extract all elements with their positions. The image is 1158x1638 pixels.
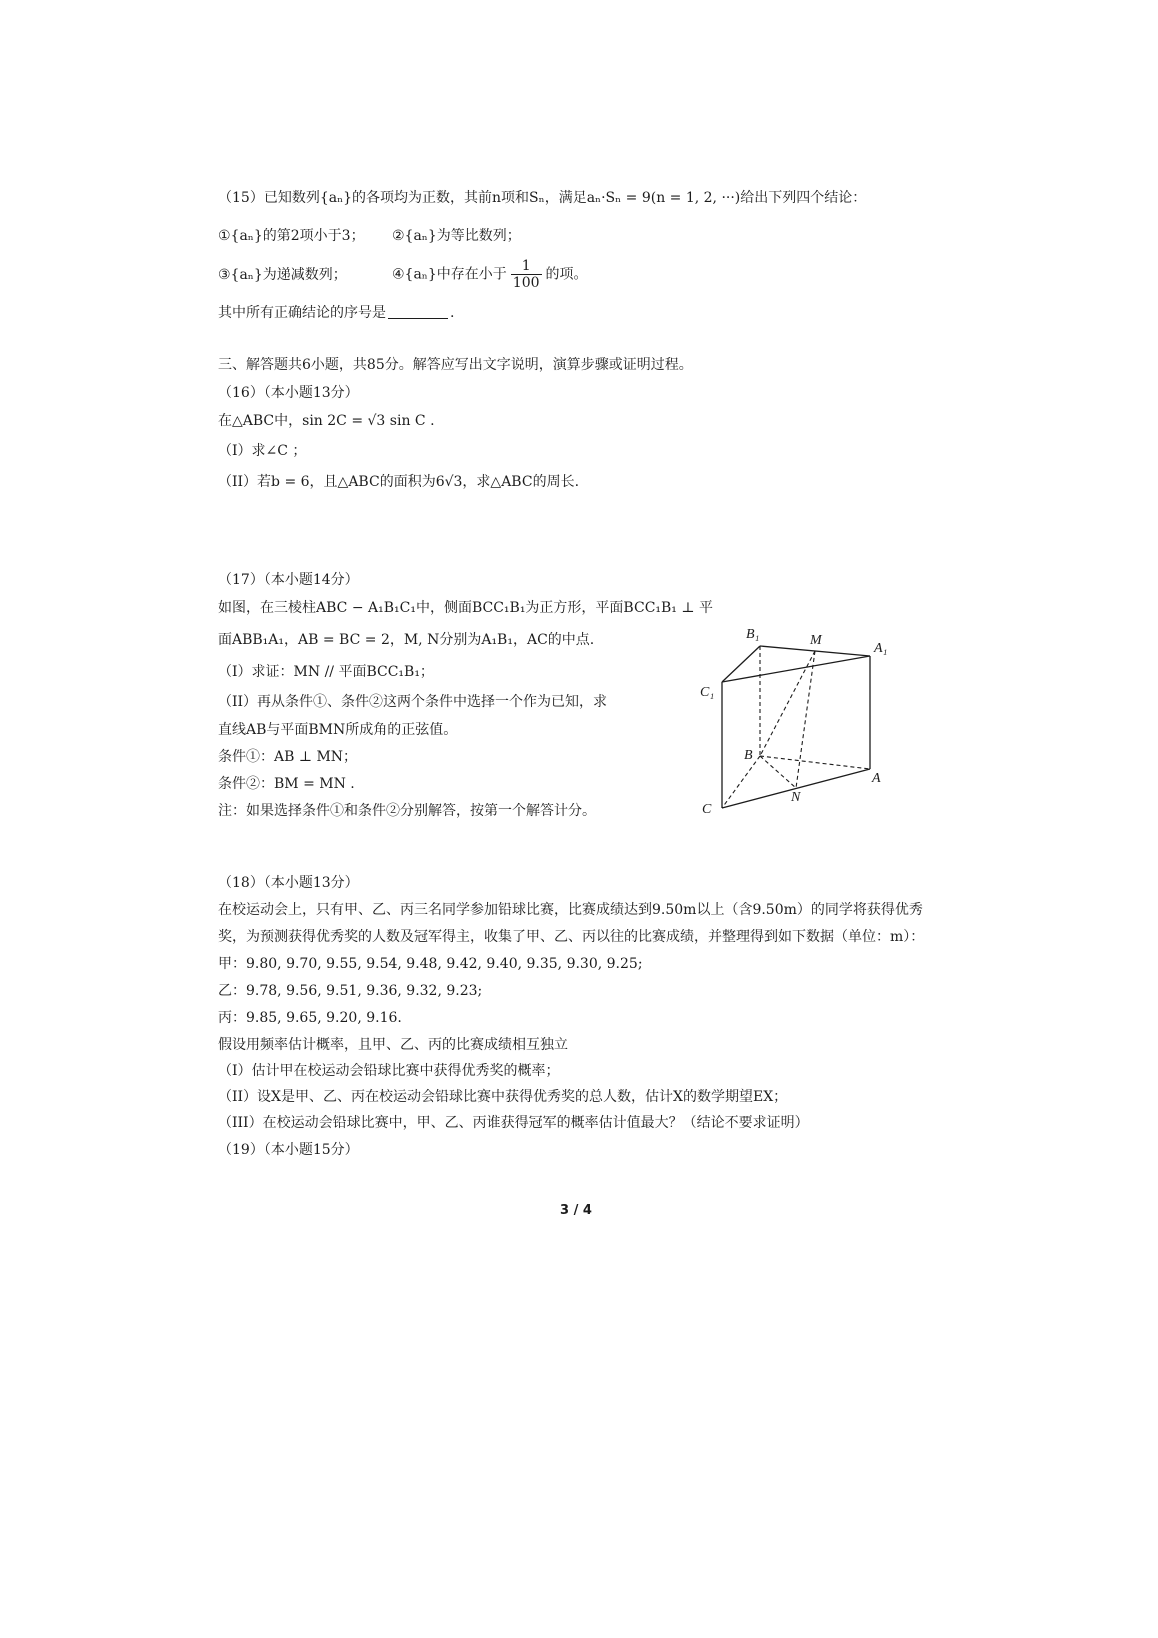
edge-c1-a1 — [722, 656, 870, 682]
q15-choice-2: ②{aₙ}为等比数列； — [392, 228, 521, 244]
q17-line-1: 如图，在三棱柱ABC − A₁B₁C₁中，侧面BCC₁B₁为正方形，平面BCC₁B₁ ⊥ 平 — [218, 600, 713, 616]
q18-heading: （18）（本小题13分） — [218, 875, 359, 891]
q17-note: 注：如果选择条件①和条件②分别解答，按第一个解答计分。 — [218, 803, 596, 819]
q16-heading: （16）（本小题13分） — [218, 385, 359, 401]
q15-choice-4 — [392, 258, 588, 291]
label-a1: A₁ — [874, 641, 888, 656]
q16-part-1: （I）求∠C ； — [218, 443, 307, 459]
q17-line-5: 直线AB与平面BMN所成角的正弦值。 — [218, 722, 458, 738]
q15-stem: （15）已知数列{aₙ}的各项均为正数，其前n项和Sₙ，满足aₙ·Sₙ = 9(n = 1, 2, ···)给出下列四个结论： — [218, 190, 867, 206]
label-m: M — [810, 633, 822, 648]
q18-line-2: 奖，为预测获得优秀奖的人数及冠军得主，收集了甲、乙、丙以往的比赛成绩，并整理得到如下数据（单位：m）： — [218, 929, 925, 945]
q18-part-2: （II）设X是甲、乙、丙在校运动会铅球比赛中获得优秀奖的总人数，估计X的数学期望EX； — [218, 1089, 788, 1105]
segment-m-n — [796, 651, 815, 788]
label-a: A — [872, 771, 881, 786]
q17-line-2: 面ABB₁A₁，AB = BC = 2，M, N分别为A₁B₁，AC的中点. — [218, 632, 595, 648]
q17-line-4: （II）再从条件①、条件②这两个条件中选择一个作为已知，求 — [218, 694, 608, 710]
edge-b-a — [760, 756, 870, 769]
label-c: C — [702, 802, 712, 817]
q15-choice-1: ①{aₙ}的第2项小于3； — [218, 228, 365, 244]
segment-m-b — [760, 651, 815, 756]
q15-answer-line — [218, 303, 454, 323]
q17-line-3: （I）求证：MN // 平面BCC₁B₁； — [218, 664, 434, 680]
q17-condition-1: 条件①：AB ⊥ MN； — [218, 749, 358, 765]
q18-data-jia: 甲：9.80, 9.70, 9.55, 9.54, 9.48, 9.42, 9.40, 9.35, 9.30, 9.25; — [218, 956, 643, 972]
q15-choice-4-prefix: ④{aₙ}中存在小于 — [392, 266, 507, 283]
fraction — [511, 258, 542, 291]
section-3-heading: 三、解答题共6小题，共85分。解答应写出文字说明，演算步骤或证明过程。 — [218, 357, 693, 373]
q15-choice-4-suffix: 的项。 — [545, 266, 588, 283]
q18-part-3: （III）在校运动会铅球比赛中，甲、乙、丙谁获得冠军的概率估计值最大？（结论不要求证明） — [218, 1115, 809, 1131]
segment-b-n — [760, 756, 796, 788]
prism-figure — [700, 627, 932, 848]
label-n: N — [791, 790, 801, 805]
q17-condition-2: 条件②：BM = MN . — [218, 776, 355, 792]
label-c1: C₁ — [700, 685, 715, 700]
answer-blank — [388, 318, 448, 319]
q18-line-1: 在校运动会上，只有甲、乙、丙三名同学参加铅球比赛，比赛成绩达到9.50m以上（含9.50m）的同学将获得优秀 — [218, 902, 923, 918]
q15-choice-3: ③{aₙ}为递减数列； — [218, 267, 347, 283]
q16-part-2: （II）若b = 6，且△ABC的面积为6√3，求△ABC的周长. — [218, 474, 580, 490]
q19-heading: （19）（本小题15分） — [218, 1142, 359, 1158]
label-b1: B₁ — [746, 627, 760, 642]
label-b: B — [744, 748, 753, 763]
q18-assumption: 假设用频率估计概率，且甲、乙、丙的比赛成绩相互独立 — [218, 1037, 568, 1053]
q18-data-bing: 丙：9.85, 9.65, 9.20, 9.16. — [218, 1010, 402, 1026]
fraction-denominator: 100 — [512, 275, 540, 291]
q15-answer-prefix: 其中所有正确结论的序号是 — [218, 305, 386, 321]
page-number: 3 / 4 — [560, 1203, 592, 1218]
q18-data-yi: 乙：9.78, 9.56, 9.51, 9.36, 9.32, 9.23; — [218, 983, 483, 999]
q18-part-1: （I）估计甲在校运动会铅球比赛中获得优秀奖的概率； — [218, 1063, 560, 1079]
q17-heading: （17）（本小题14分） — [218, 572, 359, 588]
q16-stem: 在△ABC中，sin 2C = √3 sin C . — [218, 413, 435, 429]
edge-b-c — [722, 756, 760, 808]
fraction-numerator: 1 — [511, 258, 542, 275]
q15-answer-suffix: . — [450, 305, 455, 321]
